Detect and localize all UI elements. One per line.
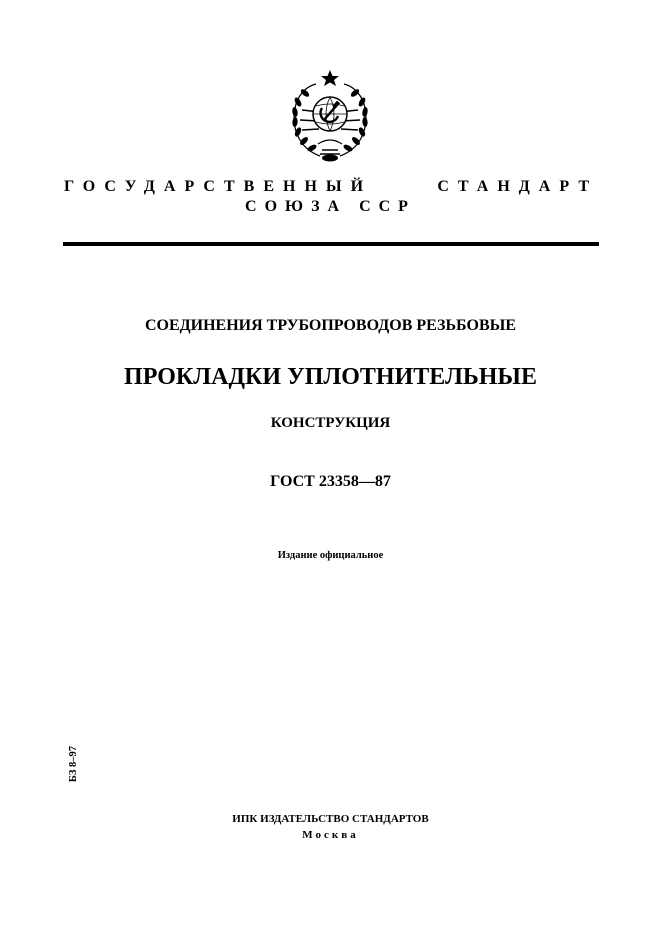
publisher-city: Москва xyxy=(302,829,359,841)
ussr-emblem-icon xyxy=(280,66,380,166)
publisher-name: ИПК ИЗДАТЕЛЬСТВО СТАНДАРТОВ xyxy=(232,813,429,825)
document-title: ПРОКЛАДКИ УПЛОТНИТЕЛЬНЫЕ xyxy=(124,364,537,390)
standard-header-line2: СОЮЗА ССР xyxy=(245,198,416,215)
standard-header-line1: ГОСУДАРСТВЕННЫЙ СТАНДАРТ xyxy=(64,178,598,195)
edition-note: Издание официальное xyxy=(277,550,384,561)
document-subtitle: КОНСТРУКЦИЯ xyxy=(270,415,391,431)
document-subject: СОЕДИНЕНИЯ ТРУБОПРОВОДОВ РЕЗЬБОВЫЕ xyxy=(144,317,517,334)
header-divider xyxy=(63,242,599,246)
gost-number: ГОСТ 23358—87 xyxy=(270,473,391,490)
side-catalog-code: БЗ 8–97 xyxy=(68,745,79,783)
